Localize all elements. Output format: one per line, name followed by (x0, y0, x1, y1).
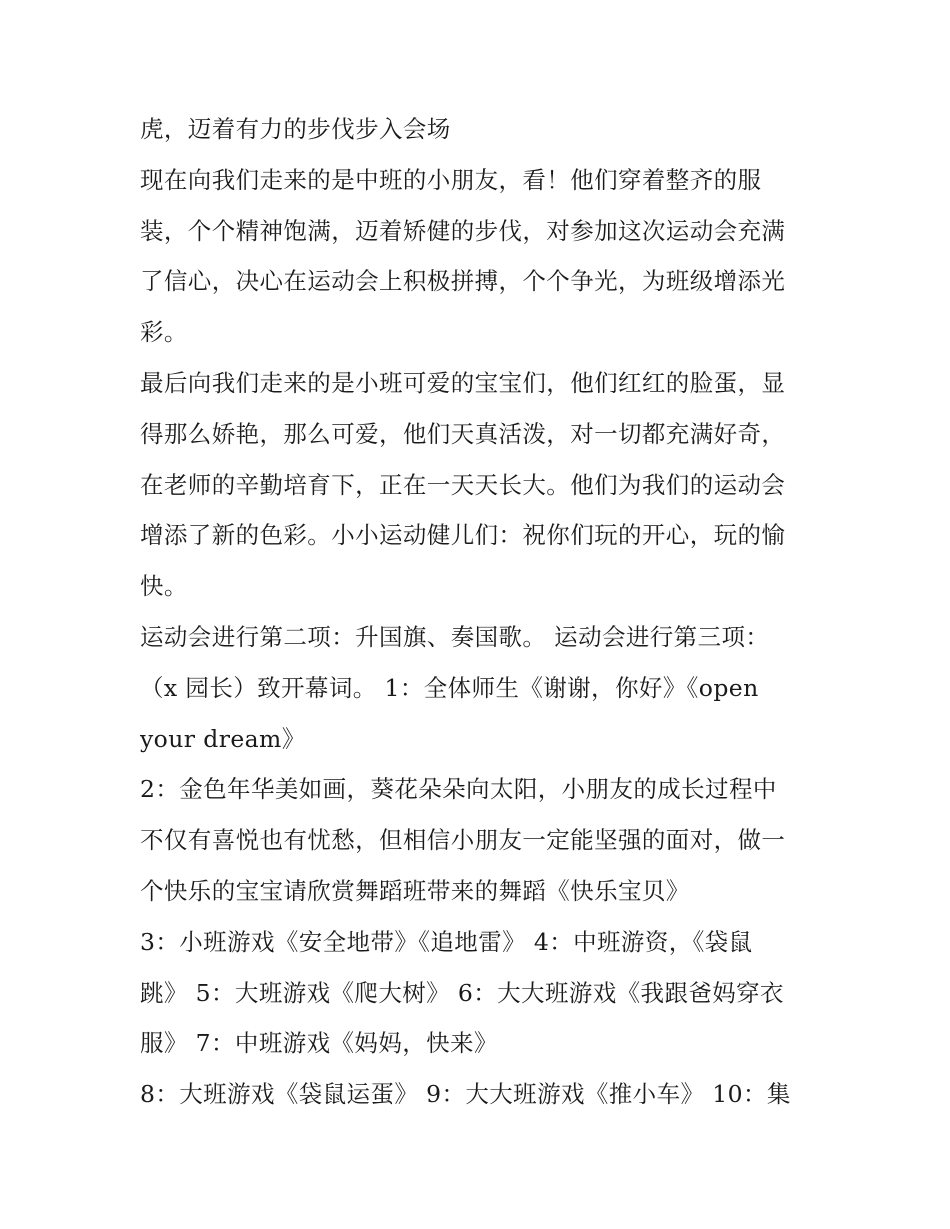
text-line: 跳》 5：大班游戏《爬大树》 6：大大班游戏《我跟爸妈穿衣 (140, 978, 784, 1007)
text-line: 增添了新的色彩。小小运动健儿们：祝你们玩的开心，玩的愉 (140, 521, 786, 550)
text-line: 在老师的辛勤培育下，正在一天天长大。他们为我们的运动会 (140, 470, 786, 499)
text-line: 了信心，决心在运动会上积极拼搏，个个争光，为班级增添光 (140, 267, 786, 296)
text-line: （x 园长）致开幕词。 1：全体师生《谢谢，你好》《open (140, 673, 759, 702)
text-line: 现在向我们走来的是中班的小朋友，看！他们穿着整齐的服 (140, 165, 762, 194)
text-line: 快。 (140, 572, 188, 601)
text-line: 不仅有喜悦也有忧愁，但相信小朋友一定能坚强的面对，做一 (140, 826, 786, 855)
text-line: 装，个个精神饱满，迈着矫健的步伐，对参加这次运动会充满 (140, 216, 786, 245)
text-line: 最后向我们走来的是小班可爱的宝宝们，他们红红的脸蛋，显 (140, 368, 786, 397)
text-line: 2：金色年华美如画，葵花朵朵向太阳，小朋友的成长过程中 (140, 775, 777, 804)
text-line: 彩。 (140, 318, 188, 347)
text-line: 运动会进行第二项：升国旗、奏国歌。 运动会进行第三项： (140, 622, 770, 651)
text-line: 3：小班游戏《安全地带》《追地雷》 4：中班游资，《袋鼠 (140, 927, 753, 956)
text-line: 虎，迈着有力的步伐步入会场 (140, 115, 451, 143)
text-line: 得那么娇艳，那么可爱，他们天真活泼，对一切都充满好奇， (140, 419, 786, 448)
text-line: 个快乐的宝宝请欣赏舞蹈班带来的舞蹈《快乐宝贝》 (140, 876, 690, 905)
text-line: 8：大班游戏《袋鼠运蛋》 9：大大班游戏《推小车》 10：集 (140, 1080, 791, 1109)
document-body (140, 104, 830, 1120)
text-line: your dream》 (140, 724, 306, 753)
text-line: 服》 7：中班游戏《妈妈，快来》 (140, 1029, 498, 1058)
